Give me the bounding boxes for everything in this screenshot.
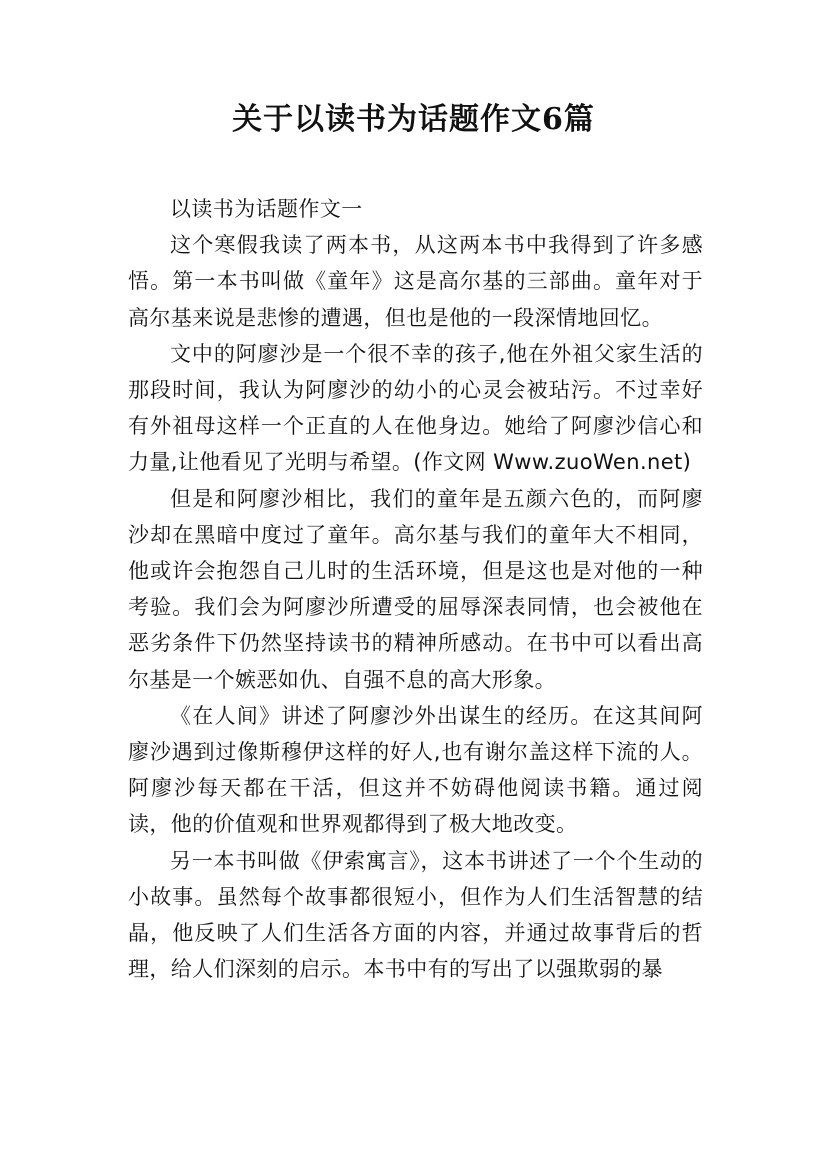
section-heading: 以读书为话题作文一 — [170, 197, 363, 221]
paragraph: 另一本书叫做《伊索寓言》，这本书讲述了一个个生动的小故事。虽然每个故事都很短小，但作为人们生活智慧的结晶，他反映了人们生活各方面的内容，并通过故事背后的哲理，给人们深刻的启示。本书中有的写出了以强欺弱的暴 — [128, 848, 703, 982]
paragraph: 《在人间》讲述了阿廖沙外出谋生的经历。在这其间阿廖沙遇到过像斯穆伊这样的好人,也有谢尔盖这样下流的人。阿廖沙每天都在干活，但这并不妨碍他阅读书籍。通过阅读，他的价值观和世界观都得到了极大地改变。 — [128, 703, 703, 837]
document-body — [128, 191, 703, 987]
paragraph: 但是和阿廖沙相比，我们的童年是五颜六色的，而阿廖沙却在黑暗中度过了童年。高尔基与我们的童年大不相同，他或许会抱怨自己儿时的生活环境，但是这也是对他的一种考验。我们会为阿廖沙所遭受的屈辱深表同情，也会被他在恶劣条件下仍然坚持读书的精神所感动。在书中可以看出高尔基是一个嫉恶如仇、自强不息的高大形象。 — [128, 486, 703, 692]
document-title: 关于以读书为话题作文6篇 — [232, 102, 595, 137]
paragraph: 这个寒假我读了两本书，从这两本书中我得到了许多感悟。第一本书叫做《童年》这是高尔基的三部曲。童年对于高尔基来说是悲惨的遭遇，但也是他的一段深情地回忆。 — [128, 233, 703, 330]
paragraph: 文中的阿廖沙是一个很不幸的孩子,他在外祖父家生活的那段时间，我认为阿廖沙的幼小的心灵会被玷污。不过幸好有外祖母这样一个正直的人在他身边。她给了阿廖沙信心和力量,让他看见了光明与希望。(作文网 Www.zuoWen.net) — [128, 341, 703, 475]
